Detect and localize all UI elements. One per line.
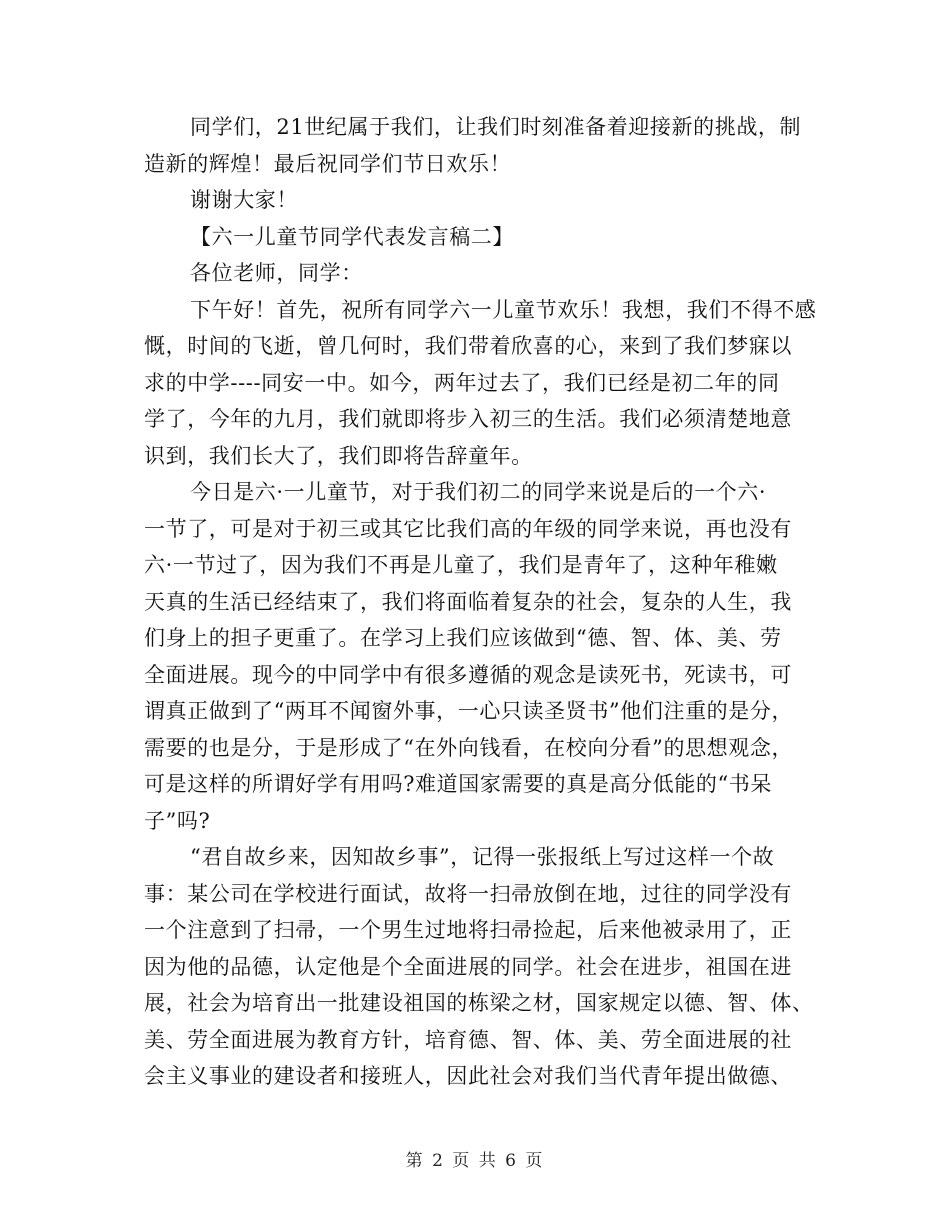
text-line: 今日是六·一儿童节，对于我们初二的同学来说是后的一个六· <box>190 480 767 504</box>
text-line: 一个注意到了扫帚，一个男生过地将扫帚捡起，后来他被录用了，正 <box>144 918 792 942</box>
text-line: 们身上的担子更重了。在学习上我们应该做到“德、智、体、美、劳 <box>144 626 782 650</box>
text-line: 谢谢大家！ <box>190 188 298 212</box>
text-line: 造新的辉煌！最后祝同学们节日欢乐！ <box>144 151 512 176</box>
text-line: 谓真正做到了“两耳不闻窗外事，一心只读圣贤书”他们注重的是分， <box>144 699 794 723</box>
text-line: 识到，我们长大了，我们即将告辞童年。 <box>144 443 533 468</box>
text-line: 展，社会为培育出一批建设祖国的栋梁之材，国家规定以德、智、体、 <box>144 991 814 1015</box>
text-line: 各位老师，同学： <box>190 261 363 285</box>
text-line: 求的中学----同安一中。如今，两年过去了，我们已经是初二年的同 <box>144 370 780 395</box>
text-line: 事：某公司在学校进行面试，故将一扫帚放倒在地，过往的同学没有 <box>144 881 792 906</box>
text-line: 【六一儿童节同学代表发言稿二】 <box>190 224 514 249</box>
text-line: 天真的生活已经结束了，我们将面临着复杂的社会，复杂的人生，我 <box>144 589 792 614</box>
text-line: 可是这样的所谓好学有用吗?难道国家需要的真是高分低能的“书呆 <box>144 772 772 796</box>
text-line: 学了，今年的九月，我们就即将步入初三的生活。我们必须清楚地意 <box>144 407 792 431</box>
document-body <box>144 109 817 1095</box>
text-line: 慨，时间的飞逝，曾几何时，我们带着欣喜的心，来到了我们梦寐以 <box>144 334 792 358</box>
text-line: 全面进展。现今的中同学中有很多遵循的观念是读死书，死读书，可 <box>144 662 792 687</box>
text-line: “君自故乡来，因知故乡事”，记得一张报纸上写过这样一个故 <box>190 845 775 869</box>
text-line: 美、劳全面进展为教育方针，培育德、智、体、美、劳全面进展的社 <box>144 1027 792 1052</box>
text-line: 下午好！首先，祝所有同学六一儿童节欢乐！我想，我们不得不感 <box>190 297 817 322</box>
text-line: 子”吗? <box>144 808 211 833</box>
page-footer: 第 2 页 共 6 页 <box>405 1151 545 1171</box>
text-line: 会主义事业的建设者和接班人，因此社会对我们当代青年提出做德、 <box>144 1064 792 1088</box>
text-line: 需要的也是分，于是形成了“在外向钱看，在校向分看”的思想观念， <box>144 735 794 760</box>
text-line: 六·一节过了，因为我们不再是儿童了，我们是青年了，这种年稚嫩 <box>144 553 778 577</box>
text-line: 一节了，可是对于初三或其它比我们高的年级的同学来说，再也没有 <box>144 516 792 541</box>
text-line: 同学们，21世纪属于我们，让我们时刻准备着迎接新的挑战，制 <box>190 115 802 139</box>
text-line: 因为他的品德，认定他是个全面进展的同学。社会在进步，祖国在进 <box>144 954 792 979</box>
